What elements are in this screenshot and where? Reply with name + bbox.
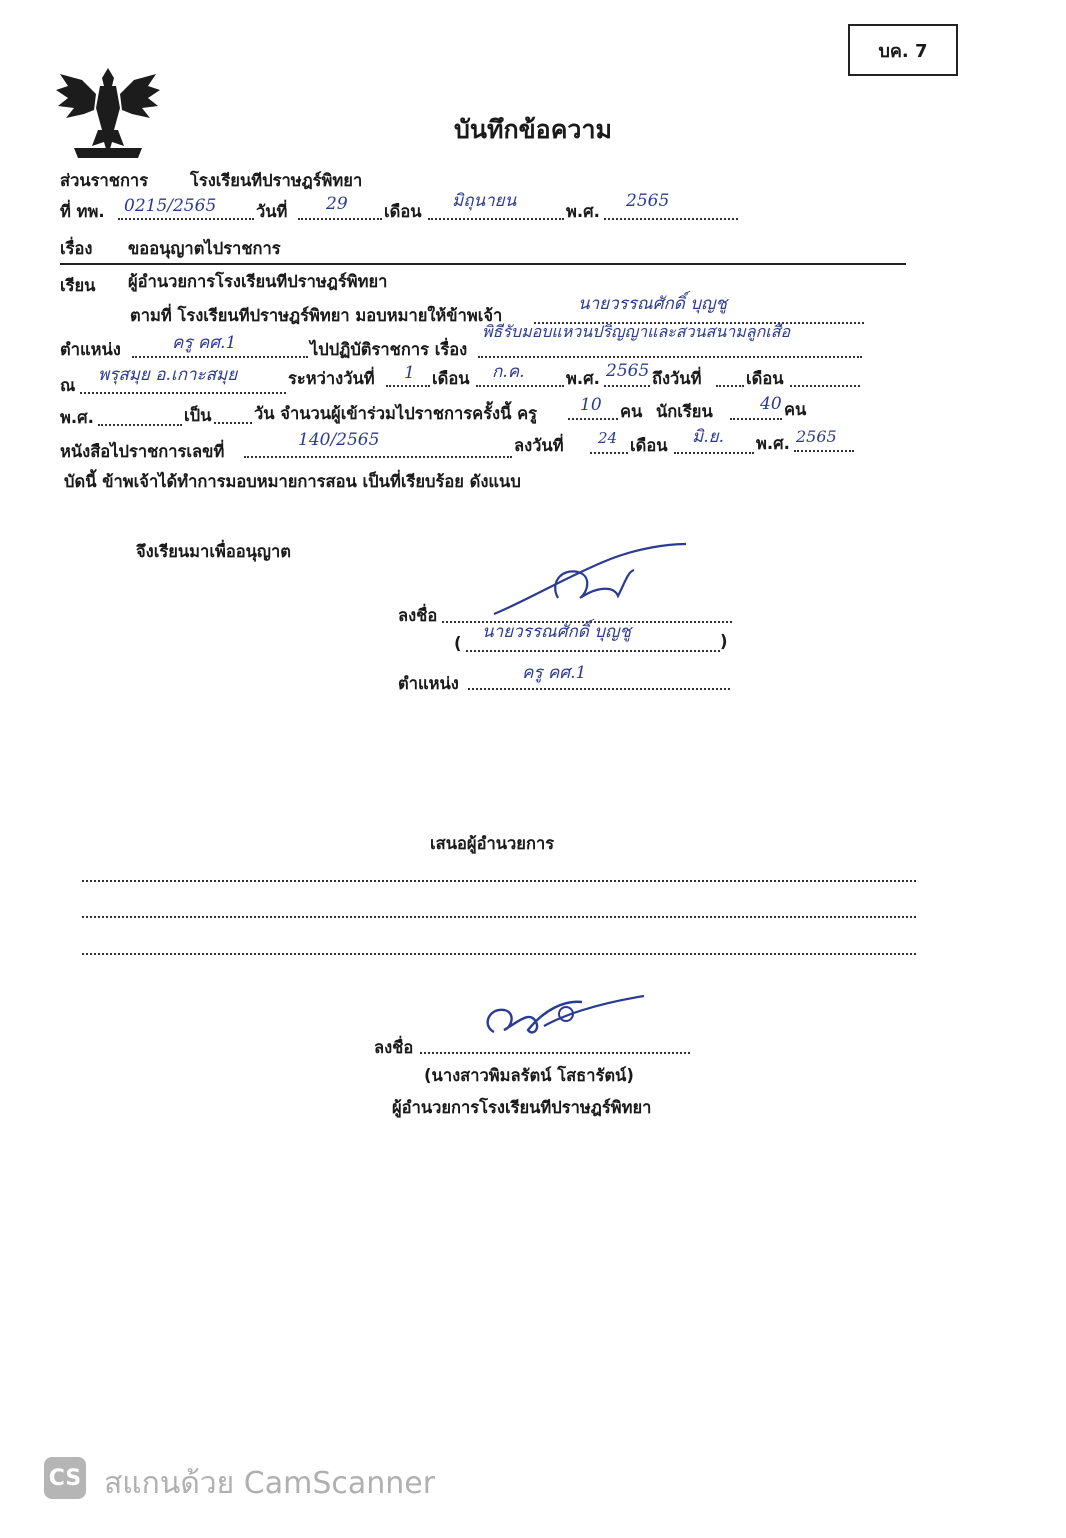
start-month-label: เดือน [432,369,470,388]
to-value: ผู้อำนวยการโรงเรียนทีปราษฎร์พิทยา [128,272,388,291]
year-label: พ.ศ. [566,202,600,221]
requester-name-open: ( [454,634,462,653]
end-month-label: เดือน [746,369,784,388]
assigned-text: ตามที่ โรงเรียนทีปราษฎร์พิทยา มอบหมายให้ข้าพเจ้า [130,306,503,325]
letter-month-label: เดือน [630,436,668,455]
month-value: มิถุนายน [452,191,517,211]
comment-line-2 [82,916,916,918]
persons-label: คน [620,402,643,421]
form-code-box [848,24,958,76]
form-code: บค. 7 [878,40,928,62]
duty-label: ไปปฏิบัติราชการ เรื่อง [310,340,468,359]
agency-label: ส่วนราชการ [60,171,149,190]
subject-value: ขออนุญาตไปราชการ [128,239,281,258]
camscanner-logo: CS [44,1457,86,1499]
position-label: ตำแหน่ง [60,340,121,359]
requester-name: นายวรรณศักดิ์ บุญชู [482,622,632,642]
camscanner-watermark: สแกนด้วย CamScanner [104,1466,436,1501]
letter-month: มิ.ย. [692,427,724,447]
letter-year-label: พ.ศ. [756,434,790,453]
to-day-label: ถึงวันที่ [652,369,702,388]
persons-label-2: คน [784,400,807,419]
letter-label: หนังสือไปราชการเลขที่ [60,442,225,461]
requester-position: ครู คศ.1 [522,663,587,683]
place-value: พรุสมุย อ.เกาะสมุย [98,365,238,385]
letter-day: 24 [598,429,618,447]
letter-year: 2565 [796,427,837,446]
ref-label: ที่ ทพ. [60,202,105,221]
director-signature-icon [474,986,654,1046]
start-month: ก.ค. [492,362,525,382]
start-day: 1 [404,363,415,383]
end-year-label: พ.ศ. [60,408,94,427]
comment-line-1 [82,880,916,882]
director-position: ผู้อำนวยการโรงเรียนทีปราษฎร์พิทยา [392,1098,652,1117]
closing-text: จึงเรียนมาเพื่ออนุญาต [136,542,291,561]
status-text: บัดนี้ ข้าพเจ้าได้ทำการมอบหมายการสอน เป็นที่เรียบร้อย ดังแนบ [64,472,521,491]
document-title: บันทึกข้อความ [454,115,612,144]
between-label: ระหว่างวันที่ [288,369,375,388]
day-value: 29 [326,194,348,214]
subject-label: เรื่อง [60,239,93,258]
place-label: ณ [60,376,76,395]
start-year: 2565 [606,361,650,381]
student-count: 40 [760,394,782,414]
approval-heading: เสนอผู้อำนวยการ [430,834,555,853]
students-label: นักเรียน [656,402,713,421]
position-value: ครู คศ.1 [172,333,237,353]
duty-value: พิธีรับมอบแหวนปริญญาและสวนสนามลูกเสือ [482,322,791,341]
to-label: เรียน [60,276,96,295]
duration-label: เป็น [184,406,212,425]
day-label: วันที่ [256,202,288,221]
director-sign-label: ลงชื่อ [374,1038,414,1057]
month-label: เดือน [384,202,422,221]
divider [60,263,906,265]
start-year-label: พ.ศ. [566,369,600,388]
agency-value: โรงเรียนทีปราษฎร์พิทยา [190,171,363,190]
requester-signature-icon [488,540,698,630]
teacher-count: 10 [580,395,602,415]
assignee-name: นายวรรณศักดิ์ บุญชู [578,294,728,314]
letter-number: 140/2565 [298,430,380,450]
days-label: วัน จำนวนผู้เข้าร่วมไปราชการครั้งนี้ ครู [254,404,537,423]
comment-line-3 [82,953,916,955]
director-name: (นางสาวพิมลรัตน์ โสธารัตน์) [424,1066,634,1085]
letter-date-label: ลงวันที่ [514,436,564,455]
ref-value: 0215/2565 [124,196,217,216]
year-value: 2565 [626,191,670,211]
requester-sign-label: ลงชื่อ [398,606,438,625]
requester-position-label: ตำแหน่ง [398,674,459,693]
requester-name-close: ) [720,632,728,651]
